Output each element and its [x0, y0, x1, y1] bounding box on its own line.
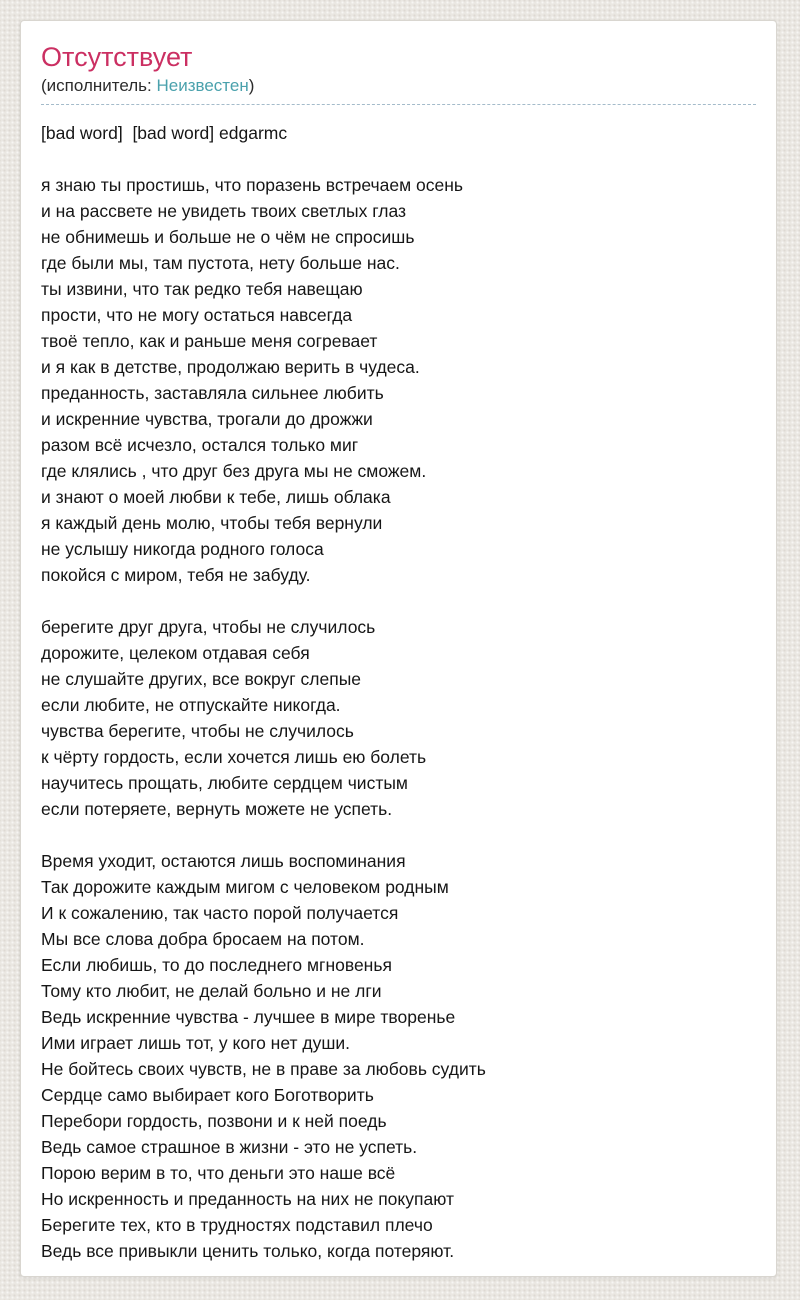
lyric-line: где клялись , что друг без друга мы не сможем.: [41, 461, 427, 481]
lyric-line: [41, 146, 756, 172]
lyric-line: Так дорожите каждым мигом с человеком родным: [41, 877, 449, 897]
lyric-line: научитесь прощать, любите сердцем чистым: [41, 773, 408, 793]
lyric-line: берегите друг друга, чтобы не случилось: [41, 617, 376, 637]
lyric-line: дорожите, целеком отдавая себя: [41, 643, 310, 663]
song-title: Отсутствует: [41, 42, 193, 72]
lyric-line: разом всё исчезло, остался только миг: [41, 435, 359, 455]
lyric-line: если любите, не отпускайте никогда.: [41, 695, 341, 715]
lyric-line: Время уходит, остаются лишь воспоминания: [41, 851, 406, 871]
artist-line: [41, 75, 756, 105]
lyric-line: твоё тепло, как и раньше меня согревает: [41, 331, 378, 351]
lyric-line: не обнимешь и больше не о чём не спросишь: [41, 227, 415, 247]
lyric-line: чувства берегите, чтобы не случилось: [41, 721, 354, 741]
lyric-line: преданность, заставляла сильнее любить: [41, 383, 384, 403]
lyric-line: Тому кто любит, не делай больно и не лги: [41, 981, 382, 1001]
lyrics-text: [41, 120, 756, 1264]
lyric-line: И к сожалению, так часто порой получается: [41, 903, 399, 923]
lyric-line: и я как в детстве, продолжаю верить в чудеса.: [41, 357, 420, 377]
lyric-line: где были мы, там пустота, нету больше нас.: [41, 253, 400, 273]
lyric-line: Ведь все привыкли ценить только, когда потеряют.: [41, 1241, 455, 1261]
lyric-line: Порою верим в то, что деньги это наше всё: [41, 1163, 396, 1183]
lyrics-card: [20, 20, 777, 1277]
lyric-line: Ведь самое страшное в жизни - это не успеть.: [41, 1137, 418, 1157]
lyric-line: Не бойтесь своих чувств, не в праве за любовь судить: [41, 1059, 486, 1079]
lyric-line: не услышу никогда родного голоса: [41, 539, 324, 559]
lyric-line: Но искренность и преданность на них не покупают: [41, 1189, 454, 1209]
lyric-line: если потеряете, вернуть можете не успеть.: [41, 799, 393, 819]
lyric-line: ты извини, что так редко тебя навещаю: [41, 279, 363, 299]
lyric-line: и искренние чувства, трогали до дрожжи: [41, 409, 373, 429]
lyric-line: Сердце само выбирает кого Боготворить: [41, 1085, 374, 1105]
lyric-line: Мы все слова добра бросаем на потом.: [41, 929, 365, 949]
lyric-line: Перебори гордость, позвони и к ней поедь: [41, 1111, 387, 1131]
lyric-line: [41, 822, 756, 848]
lyric-line: я знаю ты простишь, что поразень встречаем осень: [41, 175, 463, 195]
artist-link[interactable]: Неизвестен: [156, 76, 249, 95]
lyric-line: [bad word] [bad word] edgarmc: [41, 123, 288, 143]
artist-label-prefix: (исполнитель:: [41, 76, 157, 95]
lyric-line: Ведь искренние чувства - лучшее в мире творенье: [41, 1007, 456, 1027]
lyric-line: и знают о моей любви к тебе, лишь облака: [41, 487, 391, 507]
lyric-line: прости, что не могу остаться навсегда: [41, 305, 353, 325]
lyric-line: Если любишь, то до последнего мгновенья: [41, 955, 392, 975]
artist-label-suffix: ): [248, 76, 255, 95]
lyric-line: покойся с миром, тебя не забуду.: [41, 565, 311, 585]
lyric-line: Берегите тех, кто в трудностях подставил плечо: [41, 1215, 433, 1235]
lyric-line: [41, 588, 756, 614]
lyric-line: к чёрту гордость, если хочется лишь ею болеть: [41, 747, 427, 767]
lyric-line: и на рассвете не увидеть твоих светлых глаз: [41, 201, 407, 221]
lyric-line: Ими играет лишь тот, у кого нет души.: [41, 1033, 350, 1053]
lyric-line: я каждый день молю, чтобы тебя вернули: [41, 513, 383, 533]
lyric-line: не слушайте других, все вокруг слепые: [41, 669, 362, 689]
